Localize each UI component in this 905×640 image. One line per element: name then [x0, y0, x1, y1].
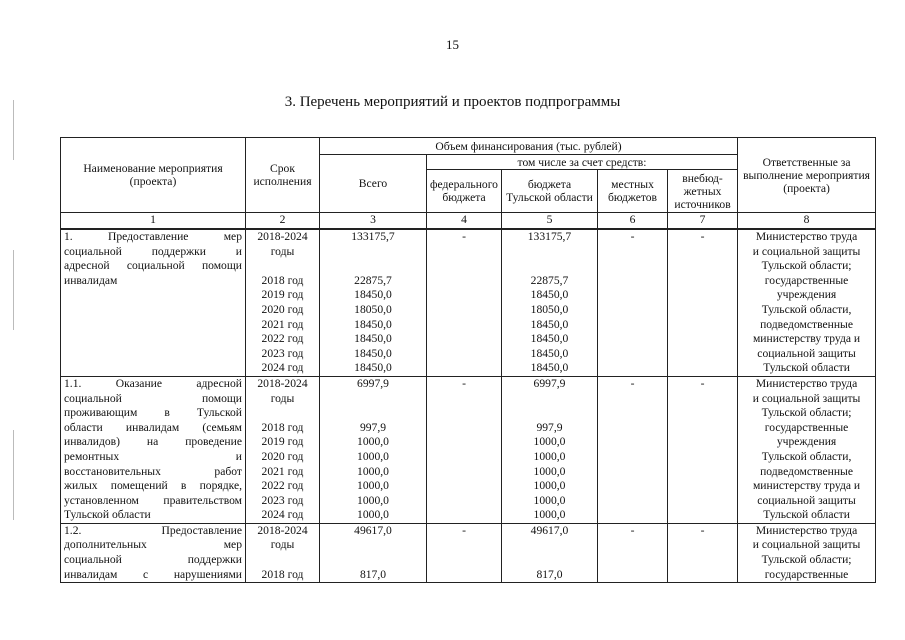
regional-value — [505, 259, 594, 274]
header-including: том числе за счет средств: — [427, 155, 738, 170]
regional-value: 18450,0 — [530, 332, 569, 346]
responsible-cell — [738, 523, 876, 582]
table-row — [61, 229, 876, 376]
header-name: Наименование мероприятия (проекта) — [61, 138, 246, 213]
total-cell — [320, 229, 427, 376]
responsible-line: Тульской области, — [761, 302, 852, 316]
regional-value: 1000,0 — [533, 508, 566, 522]
responsible-line: социальной защиты — [757, 346, 856, 360]
total-value: 1000,0 — [357, 508, 389, 522]
header-term: Срок исполнения — [246, 138, 320, 213]
measure-name-line: области инвалидам (семьям — [64, 420, 242, 434]
column-number: 8 — [738, 213, 876, 230]
regional-value: 817,0 — [536, 567, 563, 581]
regional-cell — [502, 229, 598, 376]
term-cell — [246, 523, 320, 582]
column-number: 6 — [598, 213, 668, 230]
federal-cell: - — [427, 229, 502, 376]
term-line: 2024 год — [261, 361, 304, 375]
responsible-line: Тульской области, — [761, 449, 852, 463]
term-line: годы — [270, 538, 295, 552]
total-cell — [320, 523, 427, 582]
total-value — [323, 553, 423, 568]
total-value: 1000,0 — [357, 479, 389, 493]
column-number: 2 — [246, 213, 320, 230]
measure-name-line: жилых помещений в порядке, — [64, 479, 242, 493]
responsible-line: подведомственные — [760, 317, 853, 331]
total-value — [323, 245, 423, 260]
column-number-row — [61, 213, 876, 230]
responsible-line: министерству труда и — [752, 332, 861, 346]
table-row — [61, 523, 876, 582]
total-value: 18050,0 — [354, 302, 392, 316]
regional-value — [505, 406, 594, 421]
measure-name-line: дополнительных мер — [64, 538, 242, 552]
term-line: 2018 год — [261, 567, 304, 581]
measure-name-cell — [61, 229, 246, 376]
total-value: 1000,0 — [357, 449, 389, 463]
term-line — [249, 553, 316, 568]
term-line: 2022 год — [261, 479, 304, 493]
regional-cell — [502, 523, 598, 582]
regional-value — [505, 538, 594, 553]
total-value: 18450,0 — [354, 332, 392, 346]
measure-name-line: инвалидов) на проведение — [64, 435, 242, 449]
term-line: 2022 год — [261, 332, 304, 346]
regional-value: 18450,0 — [530, 288, 569, 302]
page-number: 15 — [446, 37, 459, 52]
regional-value: 22875,7 — [530, 273, 569, 287]
local-cell: - — [598, 523, 668, 582]
column-number: 3 — [320, 213, 427, 230]
regional-value: 1000,0 — [533, 479, 566, 493]
term-line: 2024 год — [261, 508, 304, 522]
column-number: 1 — [61, 213, 246, 230]
measure-name-cell — [61, 523, 246, 582]
term-line: 2023 год — [261, 493, 304, 507]
total-value — [323, 538, 423, 553]
local-cell: - — [598, 229, 668, 376]
responsible-line: государственные — [764, 567, 849, 581]
regional-value: 18450,0 — [530, 361, 569, 375]
table-row — [61, 376, 876, 523]
term-line: 2018-2024 — [257, 230, 308, 243]
responsible-line: Тульской области; — [761, 406, 852, 420]
total-value: 18450,0 — [354, 288, 392, 302]
header-total: Всего — [320, 155, 427, 213]
measure-name-line: проживающим в Тульской — [64, 406, 242, 420]
term-line: 2018-2024 — [257, 376, 308, 390]
term-line: 2021 год — [261, 464, 304, 478]
regional-value: 1000,0 — [533, 449, 566, 463]
regional-value: 18450,0 — [530, 346, 569, 360]
responsible-line: государственные — [764, 420, 849, 434]
term-line: 2020 год — [261, 302, 304, 316]
measure-name-line: восстановительных работ — [64, 464, 242, 478]
total-value — [323, 259, 423, 274]
responsible-line: и социальной защиты — [752, 244, 861, 258]
responsible-line: учреждения — [776, 288, 837, 302]
responsible-line: социальной защиты — [757, 493, 856, 507]
term-line: 2018 год — [261, 420, 304, 434]
responsible-line: Тульской области; — [761, 553, 852, 567]
responsible-line: Министерство труда — [755, 523, 858, 537]
total-value: 817,0 — [359, 567, 387, 581]
responsible-cell — [738, 229, 876, 376]
total-value: 18450,0 — [354, 346, 392, 360]
total-value: 49617,0 — [354, 523, 392, 537]
term-cell — [246, 376, 320, 523]
responsible-line: Тульской области — [763, 508, 850, 522]
margin-mark — [13, 100, 14, 160]
regional-value: 1000,0 — [533, 435, 566, 449]
term-line: 2021 год — [261, 317, 304, 331]
responsible-line: министерству труда и — [752, 479, 861, 493]
responsible-line: Тульской области; — [761, 259, 852, 273]
regional-value — [505, 245, 594, 260]
term-line: 2020 год — [261, 449, 304, 463]
column-number: 4 — [427, 213, 502, 230]
regional-value: 18050,0 — [530, 302, 569, 316]
term-line: годы — [270, 391, 295, 405]
total-value: 1000,0 — [357, 435, 389, 449]
responsible-line: Тульской области — [763, 361, 850, 375]
term-line — [249, 406, 316, 421]
margin-mark — [13, 430, 14, 520]
regional-value: 6997,9 — [533, 376, 566, 390]
term-line: 2018 год — [261, 273, 304, 287]
header-federal: федерального бюджета — [427, 170, 502, 213]
responsible-line: и социальной защиты — [752, 538, 861, 552]
term-line: 2019 год — [261, 288, 304, 302]
measure-name-line: 1. Предоставление мер — [64, 230, 242, 243]
responsible-line: Министерство труда — [755, 376, 858, 390]
total-value: 997,9 — [359, 420, 387, 434]
term-line: 2023 год — [261, 346, 304, 360]
regional-value — [505, 392, 594, 407]
measure-name-line: Тульской области — [64, 508, 151, 522]
responsible-cell — [738, 376, 876, 523]
term-cell — [246, 229, 320, 376]
term-line: годы — [270, 244, 295, 258]
regional-value: 1000,0 — [533, 464, 566, 478]
header-offbudget: внебюд-жетных источников — [668, 170, 738, 213]
column-number: 7 — [668, 213, 738, 230]
responsible-line: Министерство труда — [755, 230, 858, 243]
measure-name-cell — [61, 376, 246, 523]
responsible-line: и социальной защиты — [752, 391, 861, 405]
offbudget-cell: - — [668, 376, 738, 523]
regional-value: 133175,7 — [527, 230, 572, 243]
regional-value: 1000,0 — [533, 493, 566, 507]
header-local: местных бюджетов — [598, 170, 668, 213]
total-value: 18450,0 — [354, 317, 392, 331]
header-responsible: Ответственные за выполнение мероприятия (проекта) — [738, 138, 876, 213]
measure-name-line: социальной поддержки — [64, 553, 242, 567]
regional-value: 997,9 — [536, 420, 563, 434]
measure-name-line: социальной поддержки и — [64, 244, 242, 258]
measure-name-line: инвалидам — [64, 273, 118, 287]
total-value — [323, 392, 423, 407]
term-line: 2019 год — [261, 435, 304, 449]
measures-table — [60, 137, 876, 583]
measure-name-line: ремонтных и — [64, 449, 242, 463]
header-regional: бюджета Тульской области — [502, 170, 598, 213]
measure-name-line: адресной социальной помощи — [64, 259, 242, 273]
total-value: 18450,0 — [354, 361, 392, 375]
total-value: 133175,7 — [351, 230, 395, 243]
term-line: 2018-2024 — [257, 523, 308, 537]
regional-cell — [502, 376, 598, 523]
measure-name-line: установленном правительством — [64, 493, 242, 507]
total-cell — [320, 376, 427, 523]
responsible-line: учреждения — [776, 435, 837, 449]
measure-name-line: социальной помощи — [64, 391, 242, 405]
column-number: 5 — [502, 213, 598, 230]
total-value — [323, 406, 423, 421]
total-value: 22875,7 — [354, 273, 392, 287]
term-line — [249, 259, 316, 274]
federal-cell: - — [427, 376, 502, 523]
responsible-line: государственные — [764, 273, 849, 287]
regional-value — [505, 553, 594, 568]
section-title: 3. Перечень мероприятий и проектов подпрограммы — [284, 94, 621, 110]
offbudget-cell: - — [668, 523, 738, 582]
responsible-line: подведомственные — [760, 464, 853, 478]
offbudget-cell: - — [668, 229, 738, 376]
total-value: 1000,0 — [357, 493, 389, 507]
regional-value: 18450,0 — [530, 317, 569, 331]
header-funding: Объем финансирования (тыс. рублей) — [320, 138, 738, 155]
local-cell: - — [598, 376, 668, 523]
margin-mark — [13, 250, 14, 330]
regional-value: 49617,0 — [530, 523, 569, 537]
total-value: 6997,9 — [357, 376, 389, 390]
measure-name-line: 1.1. Оказание адресной — [64, 376, 242, 390]
total-value: 1000,0 — [357, 464, 389, 478]
federal-cell: - — [427, 523, 502, 582]
measure-name-line: 1.2. Предоставление — [64, 523, 242, 537]
measure-name-line: инвалидам с нарушениями — [64, 567, 242, 581]
